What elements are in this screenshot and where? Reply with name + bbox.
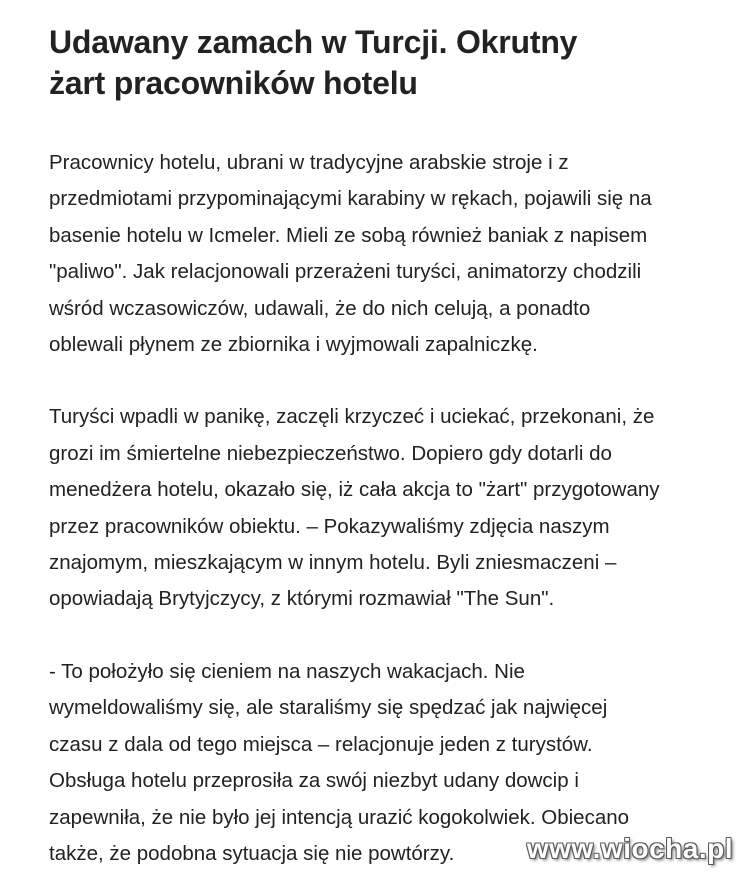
paragraph-line: - To położyło się cieniem na naszych wakacjach. Nie bbox=[49, 659, 525, 683]
paragraph-line: oblewali płynem ze zbiornika i wyjmowali zapalniczkę. bbox=[49, 333, 538, 357]
paragraph-line: przez pracowników obiektu. – Pokazywaliśmy zdjęcia naszym bbox=[49, 514, 610, 538]
paragraph-line: Turyści wpadli w panikę, zaczęli krzyczeć i uciekać, przekonani, że bbox=[49, 405, 655, 429]
article-title-line: Udawany zamach w Turcji. Okrutny bbox=[49, 24, 578, 60]
paragraph-line: przedmiotami przypominającymi karabiny w rękach, pojawili się na bbox=[49, 187, 652, 211]
article bbox=[49, 22, 709, 872]
paragraph-line: czasu z dala od tego miejsca – relacjonuje jeden z turystów. bbox=[49, 732, 593, 756]
article-title-line: żart pracowników hotelu bbox=[49, 65, 418, 101]
paragraph-line: "paliwo". Jak relacjonowali przerażeni turyści, animatorzy chodzili bbox=[49, 260, 642, 284]
article-paragraph bbox=[49, 399, 709, 617]
paragraph-line: Pracownicy hotelu, ubrani w tradycyjne arabskie stroje i z bbox=[49, 151, 569, 174]
watermark: www.wiocha.pl bbox=[526, 833, 733, 864]
paragraph-line: menedżera hotelu, okazało się, iż cała akcja to "żart" przygotowany bbox=[49, 478, 660, 502]
article-title bbox=[49, 22, 709, 104]
paragraph-line: basenie hotelu w Icmeler. Mieli ze sobą również baniak z napisem bbox=[49, 223, 648, 247]
paragraph-line: grozi im śmiertelne niebezpieczeństwo. Dopiero gdy dotarli do bbox=[49, 441, 612, 465]
article-paragraph bbox=[49, 145, 709, 363]
paragraph-line: wymeldowaliśmy się, ale staraliśmy się spędzać jak najwięcej bbox=[49, 696, 608, 720]
paragraph-line: znajomym, mieszkającym w innym hotelu. Byli zniesmaczeni – bbox=[49, 551, 617, 575]
paragraph-line: Obsługa hotelu przeprosiła za swój niezbyt udany dowcip i bbox=[49, 769, 579, 793]
paragraph-line: zapewniła, że nie było jej intencją urazić kogokolwiek. Obiecano bbox=[49, 805, 630, 829]
paragraph-line: wśród wczasowiczów, udawali, że do nich celują, a ponadto bbox=[49, 296, 591, 320]
paragraph-line: także, że podobna sytuacja się nie powtórzy. bbox=[49, 841, 455, 865]
paragraph-line: opowiadają Brytyjczycy, z którymi rozmawiał "The Sun". bbox=[49, 587, 555, 611]
